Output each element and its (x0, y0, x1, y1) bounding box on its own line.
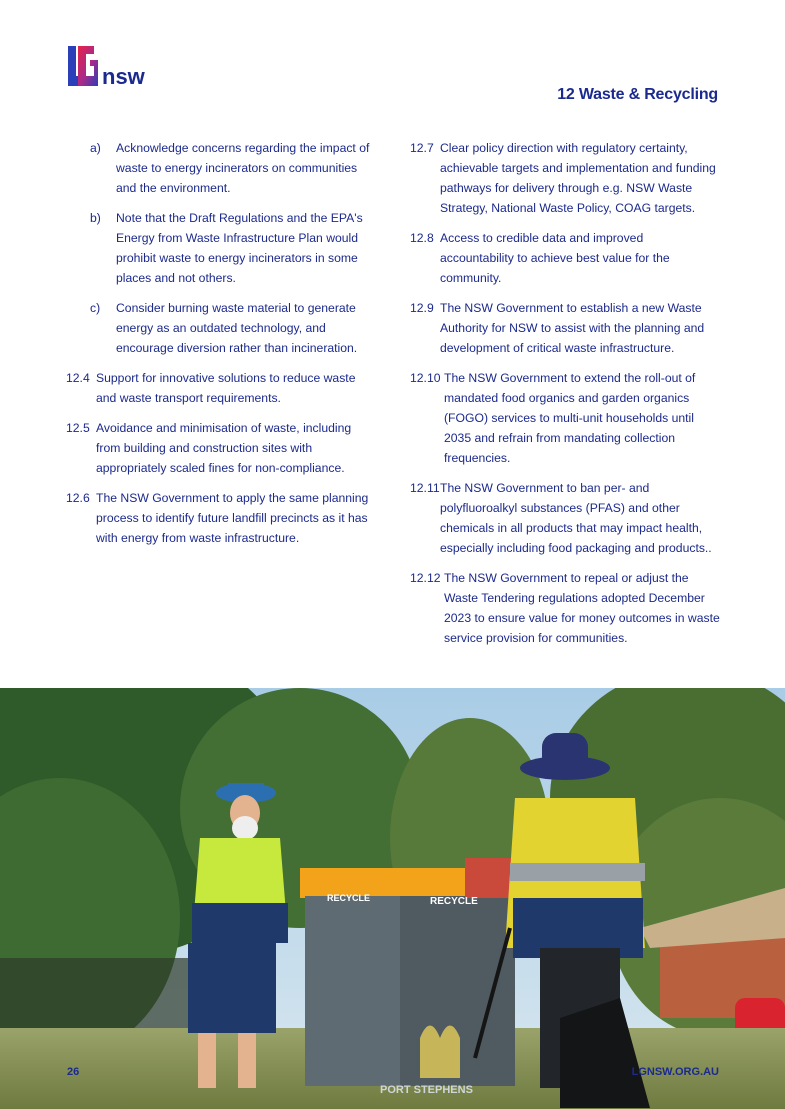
subitem-text: Note that the Draft Regulations and the EPA's Energy from Waste Infrastructure Plan would prohibit waste to energy incinerators in some places and not others. (116, 211, 363, 285)
footer-url[interactable]: LGNSW.ORG.AU (631, 1066, 719, 1078)
item-text: Avoidance and minimisation of waste, including from building and construction sites with appropriately scaled fines for non-compliance. (96, 421, 352, 475)
item-text: Support for innovative solutions to reduce waste and waste transport requirements. (96, 371, 356, 405)
list-subitem (90, 138, 376, 198)
section-title: 12 Waste & Recycling (557, 86, 718, 103)
logo-text: nsw (102, 64, 145, 89)
item-text: The NSW Government to ban per- and polyfluoroalkyl substances (PFAS) and other chemicals in all products that may impact health, especially including food packaging and products.. (440, 481, 712, 555)
item-number: 12.7 (410, 141, 434, 155)
left-column (66, 138, 376, 558)
item-number: 12.10 (410, 371, 441, 385)
workers-photo (0, 688, 785, 1109)
lgnsw-logo (66, 42, 156, 90)
list-item (66, 418, 376, 478)
list-item (410, 138, 720, 218)
list-item (410, 568, 720, 648)
list-item (410, 368, 720, 468)
subitem-marker: b) (90, 211, 101, 225)
item-text: Access to credible data and improved accountability to achieve best value for the community. (440, 231, 670, 285)
subitem-marker: c) (90, 301, 101, 315)
bin-brand: PORT STEPHENS (380, 1084, 473, 1096)
bin-label-right: RECYCLE (430, 896, 478, 907)
item-number: 12.4 (66, 371, 90, 385)
photo-illustration (0, 688, 785, 1109)
list-item (66, 488, 376, 548)
subitem-text: Acknowledge concerns regarding the impact of waste to energy incinerators on communities and the environment. (116, 141, 370, 195)
item-number: 12.5 (66, 421, 90, 435)
subitem-text: Consider burning waste material to generate energy as an outdated technology, and encourage diversion rather than incineration. (116, 301, 358, 355)
item-number: 12.8 (410, 231, 434, 245)
right-column (410, 138, 720, 658)
list-item (410, 298, 720, 358)
item-number: 12.9 (410, 301, 434, 315)
bin-label-left: RECYCLE (327, 893, 371, 903)
item-number: 12.12 (410, 571, 441, 585)
item-text: The NSW Government to repeal or adjust the Waste Tendering regulations adopted December 2023 to ensure value for money outcomes in waste service provision for communities. (444, 571, 720, 645)
item-number: 12.6 (66, 491, 90, 505)
item-text: The NSW Government to apply the same planning process to identify future landfill precincts as it has with energy from waste infrastructure. (96, 491, 369, 545)
item-number: 12.11 (410, 481, 440, 495)
list-subitem (90, 208, 376, 288)
subitem-marker: a) (90, 141, 101, 155)
item-text: Clear policy direction with regulatory certainty, achievable targets and implementation and funding pathways for delivery through e.g. NSW Waste Strategy, National Waste Policy, COAG targets. (440, 141, 716, 215)
list-subitem (90, 298, 376, 358)
list-item (410, 478, 720, 558)
list-item (410, 228, 720, 288)
page-number: 26 (67, 1066, 80, 1078)
item-text: The NSW Government to extend the roll-out of mandated food organics and garden organics (FOGO) services to multi-unit households until 2035 and refrain from mandating collection frequencies. (444, 371, 696, 465)
list-item (66, 368, 376, 408)
item-text: The NSW Government to establish a new Waste Authority for NSW to assist with the planning and development of critical waste infrastructure. (440, 301, 705, 355)
